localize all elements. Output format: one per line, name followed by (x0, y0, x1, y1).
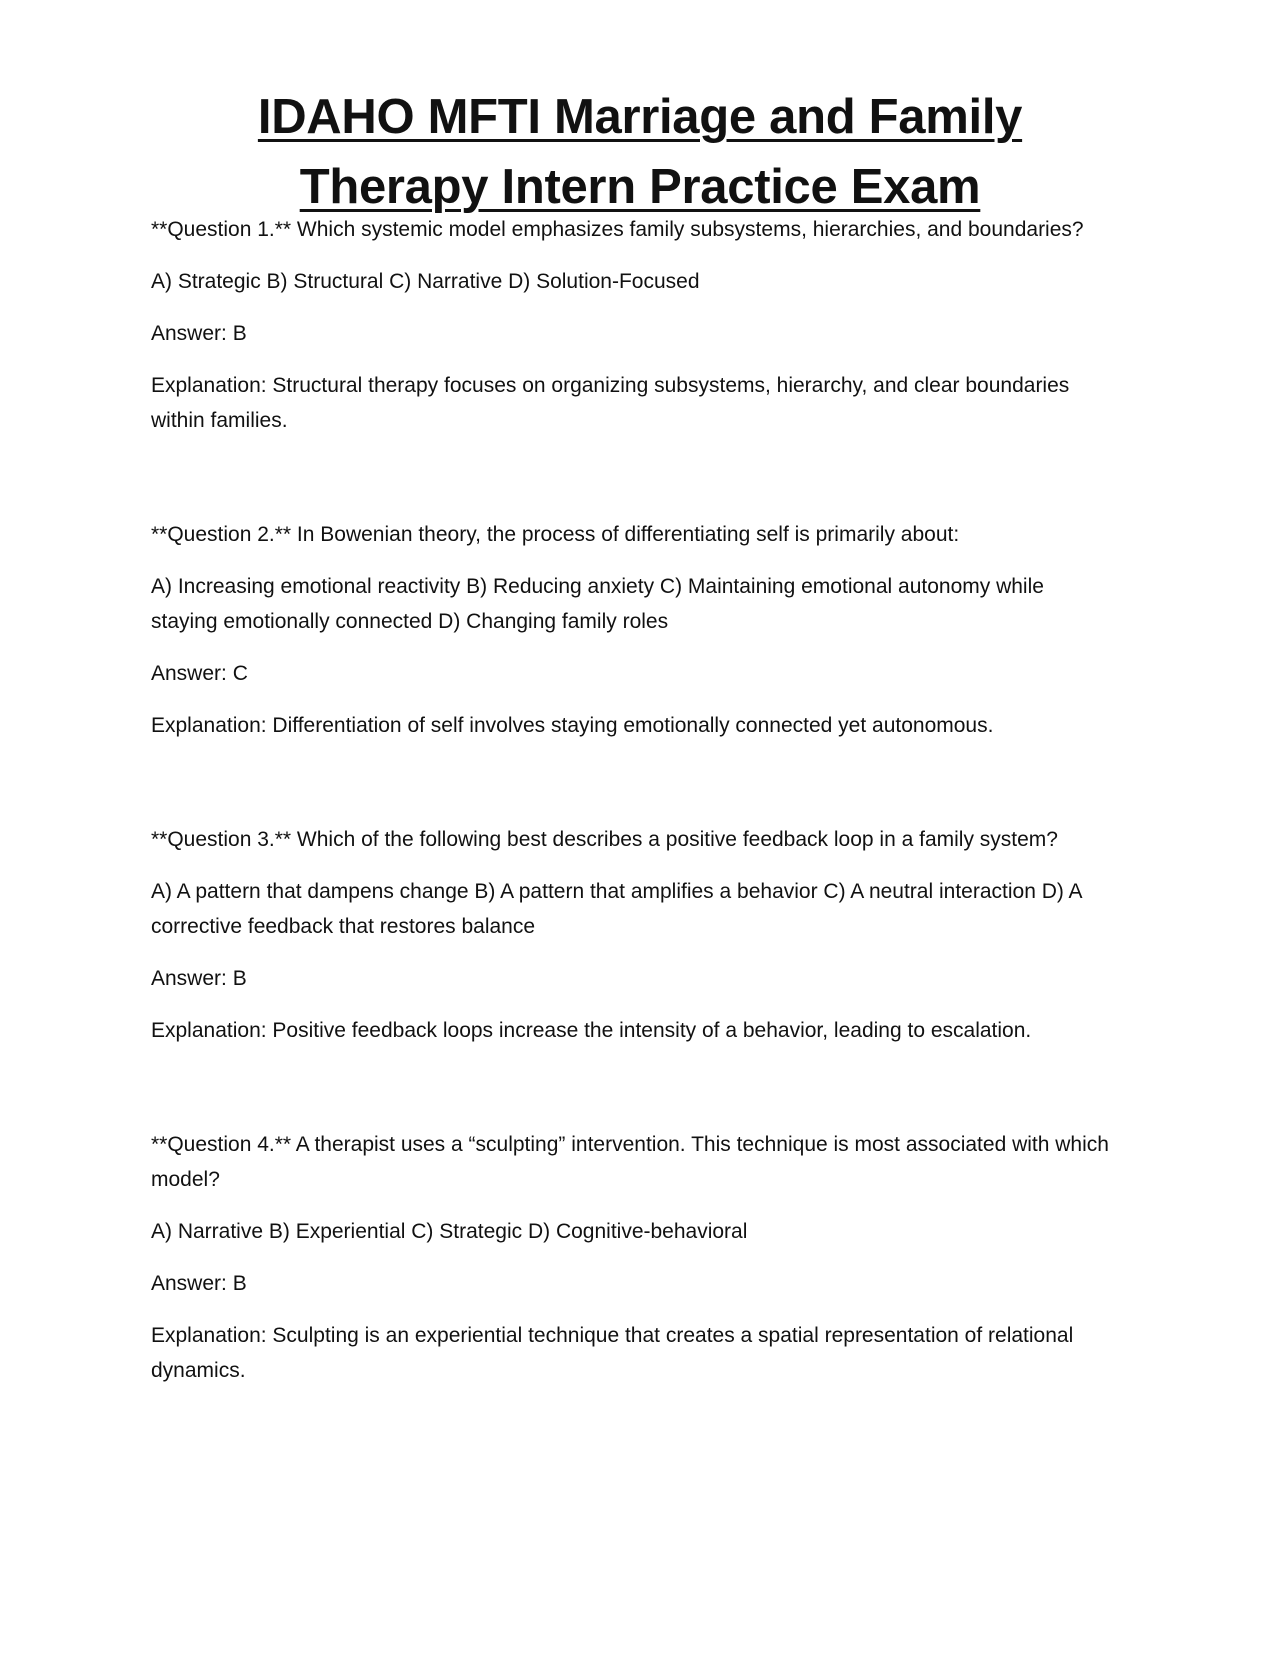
question-list (151, 212, 1111, 1388)
answer-key: Answer: C (151, 662, 248, 685)
question-text: **Question 2.** In Bowenian theory, the process of differentiating self is primarily about: (151, 523, 960, 546)
explanation-text: Explanation: Positive feedback loops increase the intensity of a behavior, leading to escalation. (151, 1019, 1032, 1042)
answer-options: A) A pattern that dampens change B) A pattern that amplifies a behavior C) A neutral interaction D) A corrective feedback that restores balance (151, 880, 1082, 938)
answer-key: Answer: B (151, 322, 247, 345)
explanation-text: Explanation: Structural therapy focuses on organizing subsystems, hierarchy, and clear boundaries within families. (151, 374, 1070, 432)
question-text: **Question 3.** Which of the following best describes a positive feedback loop in a family system? (151, 828, 1058, 851)
explanation-text: Explanation: Sculpting is an experiential technique that creates a spatial representation of relational dynamics. (151, 1324, 1074, 1382)
answer-options: A) Narrative B) Experiential C) Strategic D) Cognitive-behavioral (151, 1220, 748, 1243)
answer-key: Answer: B (151, 1272, 247, 1295)
document-title (150, 82, 1130, 222)
explanation-text: Explanation: Differentiation of self involves staying emotionally connected yet autonomous. (151, 714, 994, 737)
question-block-2 (151, 517, 1111, 743)
question-text: **Question 4.** A therapist uses a “sculpting” intervention. This technique is most associated with which model? (151, 1133, 1109, 1191)
title-line-1: IDAHO MFTI Marriage and Family (257, 90, 1023, 144)
question-separator (151, 1048, 1111, 1127)
answer-key: Answer: B (151, 967, 247, 990)
question-separator (151, 438, 1111, 517)
question-block-3 (151, 822, 1111, 1048)
question-separator (151, 743, 1111, 822)
answer-options: A) Strategic B) Structural C) Narrative D) Solution-Focused (151, 270, 700, 293)
question-block-1 (151, 212, 1111, 438)
question-text: **Question 1.** Which systemic model emphasizes family subsystems, hierarchies, and boundaries? (151, 218, 1084, 241)
title-line-2: Therapy Intern Practice Exam (299, 160, 981, 214)
answer-options: A) Increasing emotional reactivity B) Reducing anxiety C) Maintaining emotional autonomy while staying emotionally connected D) Changing family roles (151, 575, 1044, 633)
question-block-4 (151, 1127, 1111, 1388)
